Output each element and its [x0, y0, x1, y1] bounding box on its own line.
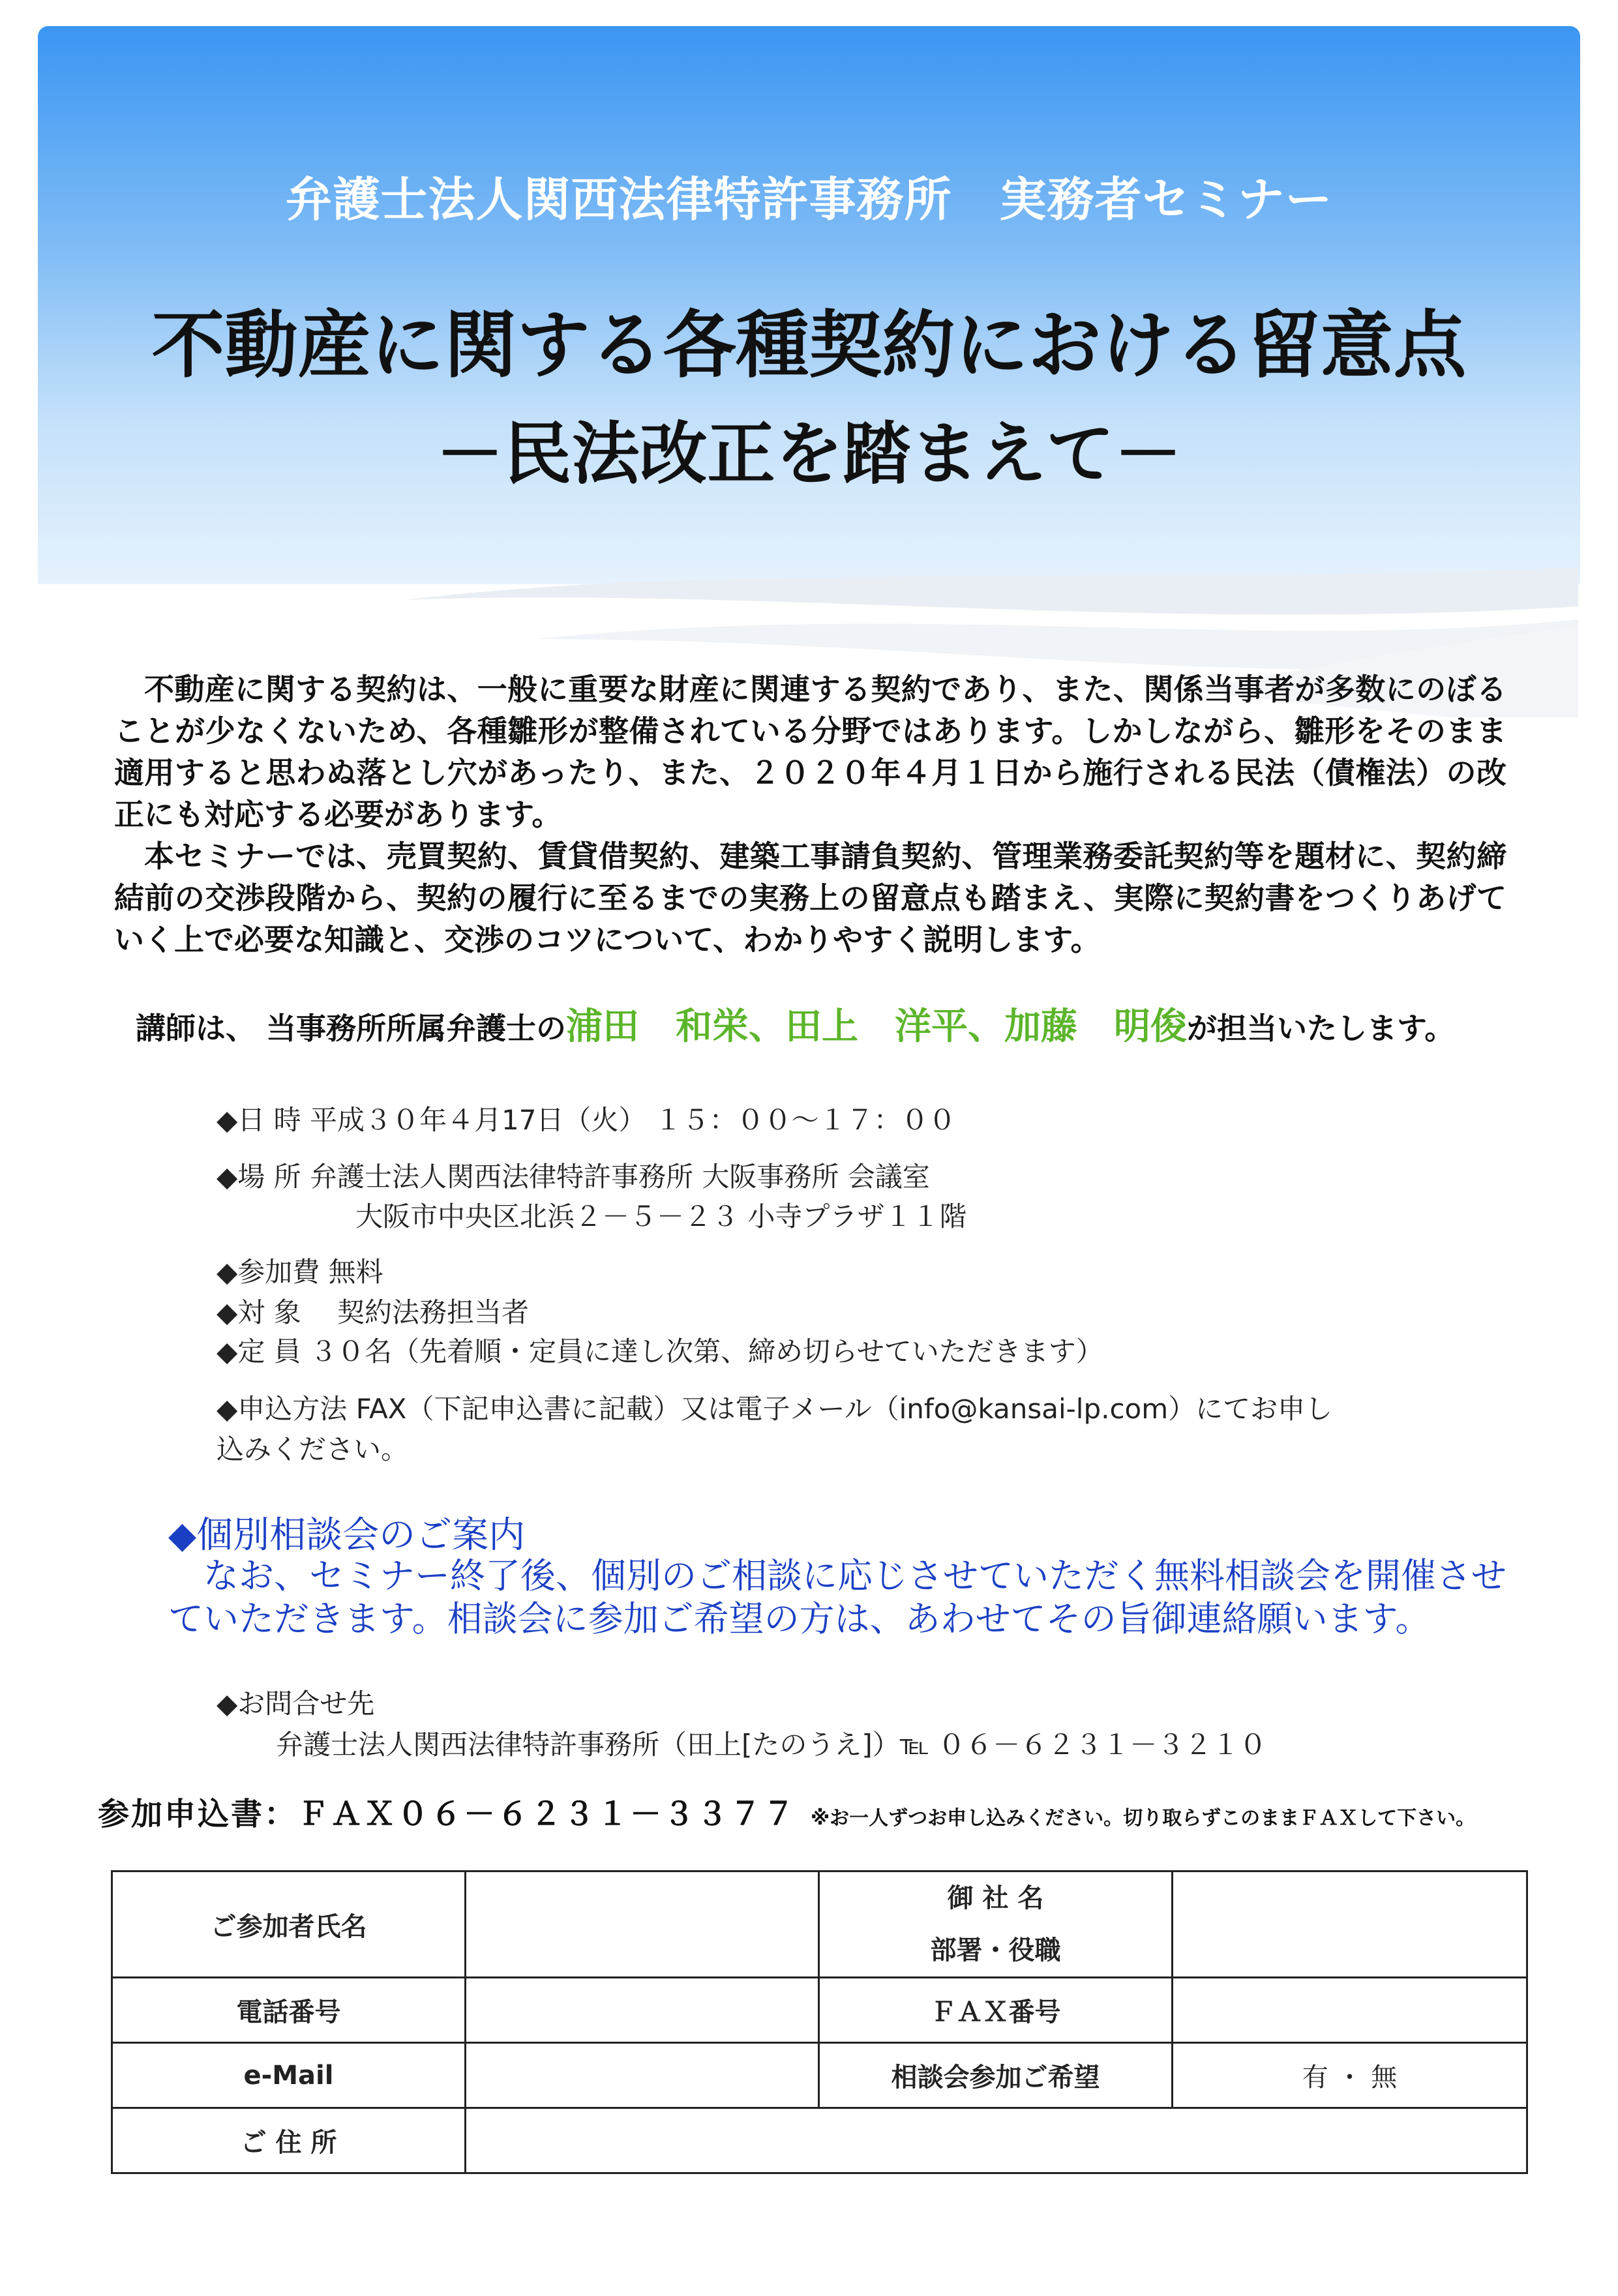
seminar-title: 不動産に関する各種契約における留意点 — [151, 303, 1467, 388]
contact-line: 弁護士法人関西法律特許事務所（田上[たのうえ]）℡ ０６－６２３１－３２１０ — [276, 1729, 1267, 1761]
department-label: 部署・役職 — [930, 1935, 1061, 1965]
contact-label: ◆お問合せ先 — [217, 1688, 375, 1720]
participant-name-label: ご参加者氏名 — [112, 1871, 466, 1978]
form-row — [112, 1871, 1527, 1978]
participant-name-field[interactable] — [466, 1871, 819, 1978]
application-header — [98, 1789, 1475, 1834]
form-row — [112, 1978, 1527, 2043]
organizer-title: 弁護士法人関西法律特許事務所 実務者セミナー — [285, 172, 1333, 227]
detail-capacity: ◆定 員 ３０名（先着順・定員に達し次第、締め切らせていただきます） — [217, 1335, 1103, 1367]
detail-fee: ◆参加費 無料 — [217, 1256, 383, 1288]
consultation-heading: ◆個別相談会のご案内 — [168, 1514, 526, 1557]
consult-wish-label: 相談会参加ご希望 — [819, 2043, 1173, 2108]
detail-datetime: ◆日 時 平成３０年４月17日（火） １５：００～１７：００ — [217, 1104, 956, 1136]
consultation-text: なお、セミナー終了後、個別のご相談に応じさせていただく無料相談会を開催させていただきます。相談会に参加ご希望の方は、あわせてその旨御連絡願います。 — [168, 1555, 1506, 1639]
phone-label: 電話番号 — [112, 1978, 466, 2043]
lecturers-line — [136, 998, 1538, 1050]
email-label: e-Mail — [112, 2043, 466, 2108]
phone-field[interactable] — [466, 1978, 819, 2043]
fax-field[interactable] — [1173, 1978, 1527, 2043]
email-field[interactable] — [466, 2043, 819, 2108]
detail-target: ◆対 象 契約法務担当者 — [217, 1296, 530, 1328]
intro-paragraph-2: 本セミナーでは、売買契約、賃貸借契約、建築工事請負契約、管理業務委託契約等を題材に、契約締結前の交渉段階から、契約の履行に至るまでの実務上の留意点も踏まえ、実際に契約書をつくりあげていく上で必要な知識と、交渉のコツについて、わかりやすく説明します。 — [114, 839, 1506, 957]
company-field[interactable] — [1173, 1871, 1527, 1978]
fax-label: ＦＡＸ番号 — [819, 1978, 1173, 2043]
application-fax: 参加申込書：ＦＡＸ０６－６２３１－３３７７ — [98, 1796, 797, 1832]
consultation-body — [168, 1555, 1512, 1641]
lecturers-suffix: が担当いたします。 — [1187, 1011, 1455, 1046]
detail-apply-method: ◆申込方法 FAX（下記申込書に記載）又は電子メール（info@kansai-lp.com）にてお申し — [217, 1393, 1333, 1425]
address-label: ご 住 所 — [112, 2108, 466, 2173]
form-row — [112, 2108, 1527, 2173]
detail-apply-method-cont: 込みください。 — [217, 1433, 409, 1465]
seminar-subtitle: －民法改正を踏まえて－ — [436, 414, 1182, 494]
detail-venue: ◆場 所 弁護士法人関西法律特許事務所 大阪事務所 会議室 — [217, 1161, 930, 1193]
lecturers-prefix: 講師は、 当事務所所属弁護士の — [136, 1011, 567, 1046]
detail-address: 大阪市中央区北浜２－５－２３ 小寺プラザ１１階 — [355, 1200, 967, 1232]
consult-wish-options[interactable]: 有 ・ 無 — [1173, 2043, 1527, 2108]
application-note: ※お一人ずつお申し込みください。切り取らずこのままＦＡＸして下さい。 — [811, 1807, 1476, 1830]
address-field[interactable] — [466, 2108, 1527, 2173]
application-form — [111, 1870, 1528, 2174]
lecturer-names: 浦田 和栄、田上 洋平、加藤 明俊 — [566, 1006, 1188, 1048]
intro-paragraph-1: 不動産に関する契約は、一般に重要な財産に関連する契約であり、また、関係当事者が多数にのぼることが少なくないため、各種雛形が整備されている分野ではあります。しかしながら、雛形をそのまま適用すると思わぬ落とし穴があったり、また、２０２０年４月１日から施行される民法（債権法）の改正にも対応する必要があります。 — [114, 672, 1506, 832]
intro-text — [114, 668, 1506, 961]
company-dept-label — [819, 1871, 1173, 1978]
company-label: 御 社 名 — [947, 1883, 1044, 1913]
form-row — [112, 2043, 1527, 2108]
